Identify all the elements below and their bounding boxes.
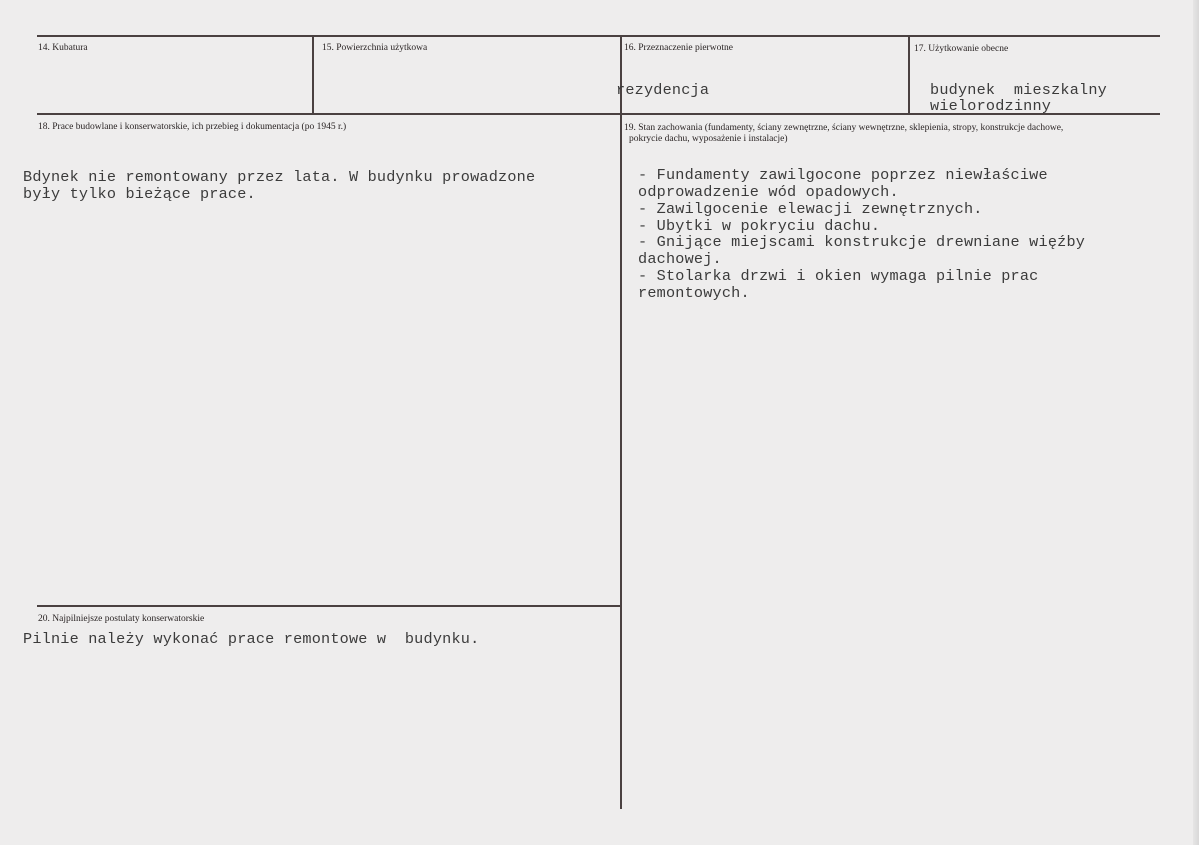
field-19-value-line-8: remontowych. (638, 284, 750, 302)
field-19-value-line-6: dachowej. (638, 250, 722, 268)
field-18-label: 18. Prace budowlane i konserwatorskie, ich przebieg i dokumentacja (po 1945 r.) (38, 122, 347, 132)
divider-15 (312, 36, 314, 114)
field-17-value-line-1: budynek mieszkalny (930, 81, 1107, 99)
field-20-top-rule (37, 605, 621, 607)
header-bottom-rule (37, 113, 1160, 115)
field-20-label: 20. Najpilniejsze postulaty konserwatorskie (38, 614, 205, 624)
field-18-value-line-1: Bdynek nie remontowany przez lata. W budynku prowadzone (23, 168, 536, 186)
field-19-value-line-5: - Gnijące miejscami konstrukcje drewniane więźby (638, 233, 1086, 251)
field-16-label: 16. Przeznaczenie pierwotne (624, 43, 733, 53)
field-17-value-line-2: wielorodzinny (930, 98, 1052, 113)
divider-16 (620, 36, 622, 809)
divider-17 (908, 36, 910, 114)
field-19-value-line-1: - Fundamenty zawilgocone poprzez niewłaściwe (638, 166, 1048, 184)
field-16-value: rezydencja (616, 81, 710, 99)
field-14-label: 14. Kubatura (38, 43, 88, 53)
field-17-label: 17. Użytkowanie obecne (914, 44, 1009, 54)
card-edge-shadow (1193, 0, 1199, 845)
field-19-label-line-1: 19. Stan zachowania (fundamenty, ściany zewnętrzne, ściany wewnętrzne, sklepienia, stropy, konstrukcje dachowe, (624, 123, 1064, 133)
top-rule (37, 35, 1160, 37)
field-19-value-line-7: - Stolarka drzwi i okien wymaga pilnie prac (638, 267, 1039, 285)
field-19-value-line-2: odprowadzenie wód opadowych. (638, 183, 899, 201)
field-19-value-line-3: - Zawilgocenie elewacji zewnętrznych. (638, 200, 983, 218)
field-20-value: Pilnie należy wykonać prace remontowe w budynku. (23, 630, 480, 648)
field-15-label: 15. Powierzchnia użytkowa (322, 43, 428, 53)
field-19-label-line-2: pokrycie dachu, wyposażenie i instalacje) (629, 134, 788, 144)
field-19-value-line-4: - Ubytki w pokryciu dachu. (638, 217, 881, 235)
field-18-value-line-2: były tylko bieżące prace. (23, 185, 256, 203)
